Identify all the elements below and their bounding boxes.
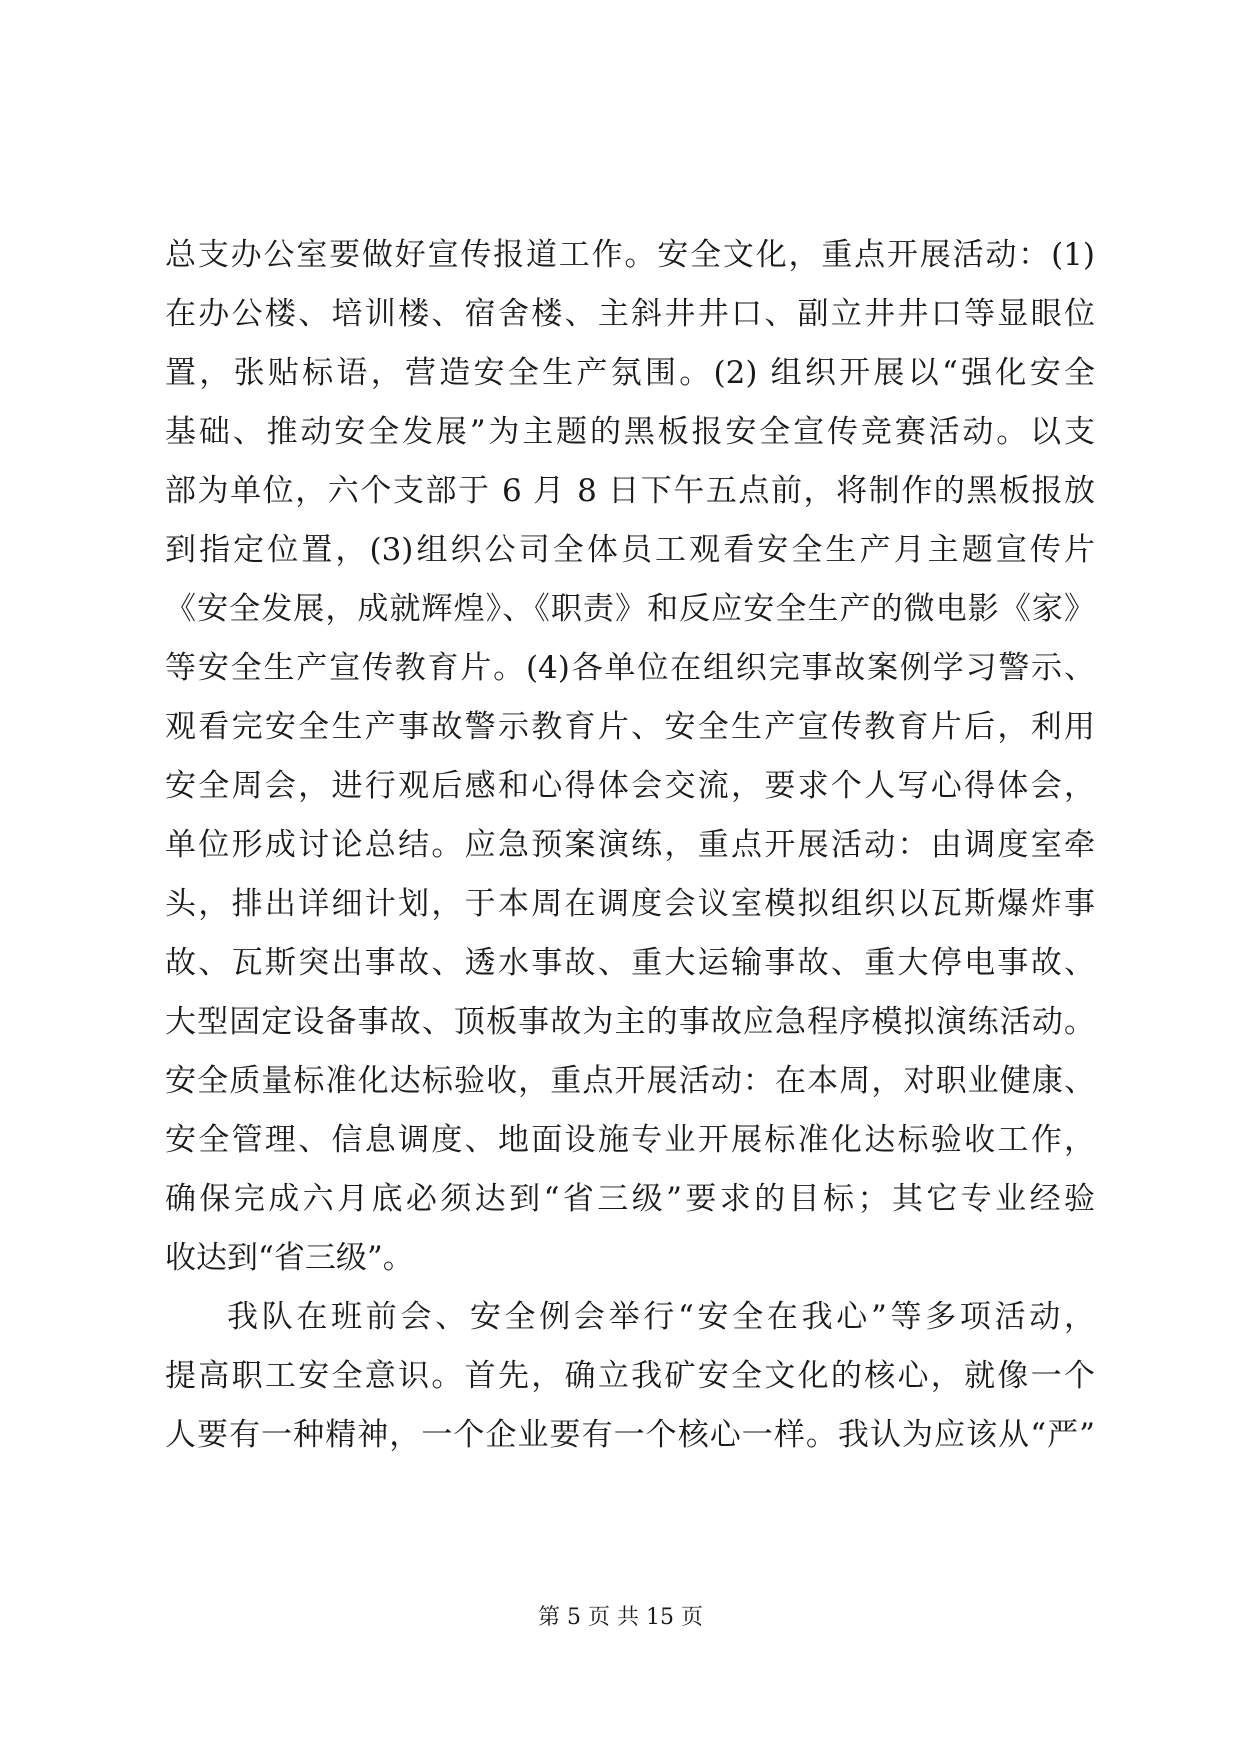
text-line: 在办公楼、培训楼、宿舍楼、主斜井井口、副立井井口等显眼位 xyxy=(165,296,1095,332)
text-line: 头，排出详细计划，于本周在调度会议室模拟组织以瓦斯爆炸事 xyxy=(165,886,1095,922)
text-line: 置，张贴标语，营造安全生产氛围。(2) 组织开展以“强化安全 xyxy=(165,355,1095,391)
text-line: 确保完成六月底必须达到“省三级”要求的目标；其它专业经验 xyxy=(165,1181,1095,1217)
text-line: 单位形成讨论总结。应急预案演练，重点开展活动：由调度室牵 xyxy=(165,827,1095,863)
text-line: 安全周会，进行观后感和心得体会交流，要求个人写心得体会， xyxy=(165,768,1095,804)
paragraph-1 xyxy=(165,226,1095,1288)
text-line: 总支办公室要做好宣传报道工作。安全文化，重点开展活动：(1) xyxy=(165,237,1095,273)
text-line: 安全质量标准化达标验收，重点开展活动：在本周，对职业健康、 xyxy=(165,1063,1095,1099)
text-line: 等安全生产宣传教育片。(4)各单位在组织完事故案例学习警示、 xyxy=(165,650,1095,686)
text-line: 提高职工安全意识。首先，确立我矿安全文化的核心，就像一个 xyxy=(165,1358,1095,1394)
text-line: 我队在班前会、安全例会举行“安全在我心”等多项活动， xyxy=(227,1299,1095,1335)
page-number-footer: 第 5 页 共 15 页 xyxy=(538,1605,703,1630)
text-line: 部为单位，六个支部于 6 月 8 日下午五点前，将制作的黑板报放 xyxy=(165,473,1095,509)
paragraph-2 xyxy=(165,1288,1095,1465)
body-text xyxy=(165,226,1095,1465)
text-line: 观看完安全生产事故警示教育片、安全生产宣传教育片后，利用 xyxy=(165,709,1095,745)
text-line: 人要有一种精神，一个企业要有一个核心一样。我认为应该从“严” xyxy=(165,1417,1095,1453)
text-line: 到指定位置，(3)组织公司全体员工观看安全生产月主题宣传片 xyxy=(165,532,1095,568)
text-line: 安全管理、信息调度、地面设施专业开展标准化达标验收工作， xyxy=(165,1122,1095,1158)
text-line: 《安全发展，成就辉煌》、《职责》和反应安全生产的微电影《家》 xyxy=(165,591,1095,627)
text-line: 收达到“省三级”。 xyxy=(165,1240,414,1276)
text-line: 故、瓦斯突出事故、透水事故、重大运输事故、重大停电事故、 xyxy=(165,945,1095,981)
text-line: 基础、推动安全发展”为主题的黑板报安全宣传竞赛活动。以支 xyxy=(165,414,1095,450)
text-line: 大型固定设备事故、顶板事故为主的事故应急程序模拟演练活动。 xyxy=(165,1004,1095,1040)
